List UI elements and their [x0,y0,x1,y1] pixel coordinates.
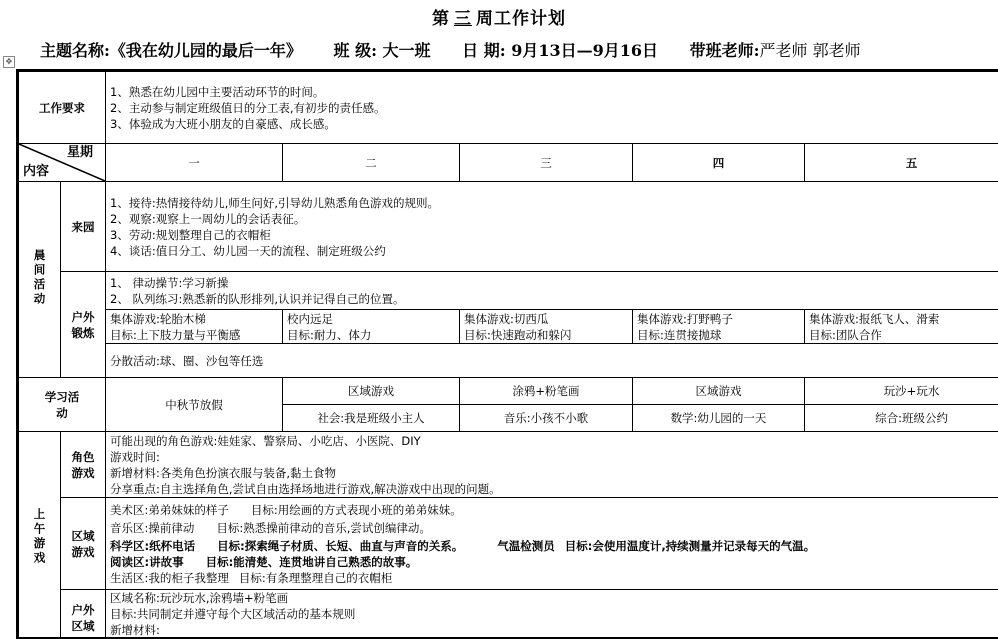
weekday-fri: 五 [805,144,998,182]
role-game-line: 游戏时间: [110,449,998,465]
arrival-item: 3、劳动:规划整理自己的衣帽柜 [110,227,998,243]
learning-tue-bottom: 社会:我是班级小主人 [283,405,460,432]
role-game-list [106,432,998,498]
weekday-mon: 一 [106,144,283,182]
arrival-list [106,182,998,272]
scattered-activity: 分散活动:球、圈、沙包等任选 [106,344,998,378]
role-game-line: 分享重点:自主选择角色,尝试自由选择场地进行游戏,解决游戏中出现的问题。 [110,481,998,497]
outdoor-exercise-label: 户外锻炼 [61,272,106,378]
learning-fri-top: 玩沙+玩水 [805,378,998,405]
outdoor-area-line: 新增材料: [110,622,998,638]
table-move-handle-icon[interactable]: ✥ [3,56,15,68]
title-week: 三 [450,9,476,29]
page-title [0,4,998,29]
outdoor-area-list [106,590,998,639]
requirement-item: 2、主动参与制定班级值日的分工表,有初步的责任感。 [110,100,998,116]
learning-tue-top: 区域游戏 [283,378,460,405]
area-life-line: 生活区:我的柜子我整理 目标:有条理整理自己的衣帽柜 [110,570,998,586]
outdoor-area-line: 区域名称:玩沙玩水,涂鸦墙+粉笔画 [110,590,998,606]
learning-mon-holiday: 中秋节放假 [106,378,283,432]
requirement-item: 3、体验成为大班小朋友的自豪感、成长感。 [110,116,998,132]
area-science-line: 科学区:纸杯电话 目标:探索绳子材质、长短、曲直与声音的关系。 气温检测员 目标:会使用温度计,持续测量并记录每天的气温。 [110,538,998,554]
title-prefix: 第 [432,9,450,29]
plan-sheet [16,69,998,639]
role-game-line: 可能出现的角色游戏:娃娃家、警察局、小吃店、小医院、DIY [110,433,998,449]
outdoor-area-line: 目标:共同制定并遵守每个大区域活动的基本规则 [110,606,998,622]
teacher-names: 严老师 郭老师 [760,41,861,60]
outdoor-item: 2、 队列练习:熟悉新的队形排列,认识并记得自己的位置。 [110,291,998,307]
date-info: 日 期: 9月13日—9月16日 [462,41,658,60]
learning-thu-bottom: 数学:幼儿园的一天 [633,405,805,432]
arrival-item: 2、观察:观察上一周幼儿的会话表征。 [110,211,998,227]
requirements-label: 工作要求 [19,72,106,144]
outdoor-day-fri: 集体游戏:报纸飞人、滑索 目标:团队合作 [805,310,998,344]
arrival-label: 来园 [61,182,106,272]
area-game-label: 区域游戏 [61,498,106,590]
corner-content-label: 内容 [23,164,49,180]
requirements-list [106,72,998,144]
plan-table [18,71,998,639]
morning-activity-label: 晨间活动 [19,182,61,378]
title-suffix: 周工作计划 [476,9,566,29]
teacher-label: 带班老师: [690,41,760,60]
learning-activity-label: 学习活动 [19,378,106,432]
outdoor-exercise-list [106,272,998,310]
area-reading-line: 阅读区:讲故事 目标:能清楚、连贯地讲自己熟悉的故事。 [110,554,998,570]
learning-wed-bottom: 音乐:小孩不小歌 [460,405,633,432]
plan-meta [40,38,990,61]
arrival-item: 1、接待:热情接待幼儿,师生问好,引导幼儿熟悉角色游戏的规则。 [110,195,998,211]
outdoor-day-thu: 集体游戏:打野鸭子 目标:连贯接抛球 [633,310,805,344]
area-game-list [106,498,998,590]
outdoor-day-tue: 校内远足 目标:耐力、体力 [283,310,460,344]
learning-wed-top: 涂鸦+粉笔画 [460,378,633,405]
role-game-label: 角色游戏 [61,432,106,498]
class-info: 班 级: 大一班 [334,41,431,60]
outdoor-item: 1、 律动操节:学习新操 [110,275,998,291]
role-game-line: 新增材料:各类角色扮演衣服与装备,黏土食物 [110,465,998,481]
weekday-wed: 三 [460,144,633,182]
arrival-item: 4、谈话:值日分工、幼儿园一天的流程、制定班级公约 [110,243,998,259]
area-music-line: 音乐区:操前律动 目标:熟悉操前律动的音乐,尝试创编律动。 [110,520,998,536]
weekday-tue: 二 [283,144,460,182]
corner-weekday-label: 星期 [67,145,93,161]
area-art-line: 美术区:弟弟妹妹的样子 目标:用绘画的方式表现小班的弟弟妹妹。 [110,502,998,518]
learning-thu-top: 区域游戏 [633,378,805,405]
learning-fri-bottom: 综合:班级公约 [805,405,998,432]
theme-name: 主题名称:《我在幼儿园的最后一年》 [40,41,302,60]
weekday-thu: 四 [633,144,805,182]
weekday-corner-cell [19,144,106,182]
forenoon-game-label: 上午游戏 [19,432,61,639]
outdoor-day-mon: 集体游戏:轮胎木梯 目标:上下肢力量与平衡感 [106,310,283,344]
requirement-item: 1、熟悉在幼儿园中主要活动环节的时间。 [110,84,998,100]
outdoor-area-label: 户外区域 [61,590,106,639]
outdoor-day-wed: 集体游戏:切西瓜 目标:快速跑动和躲闪 [460,310,633,344]
